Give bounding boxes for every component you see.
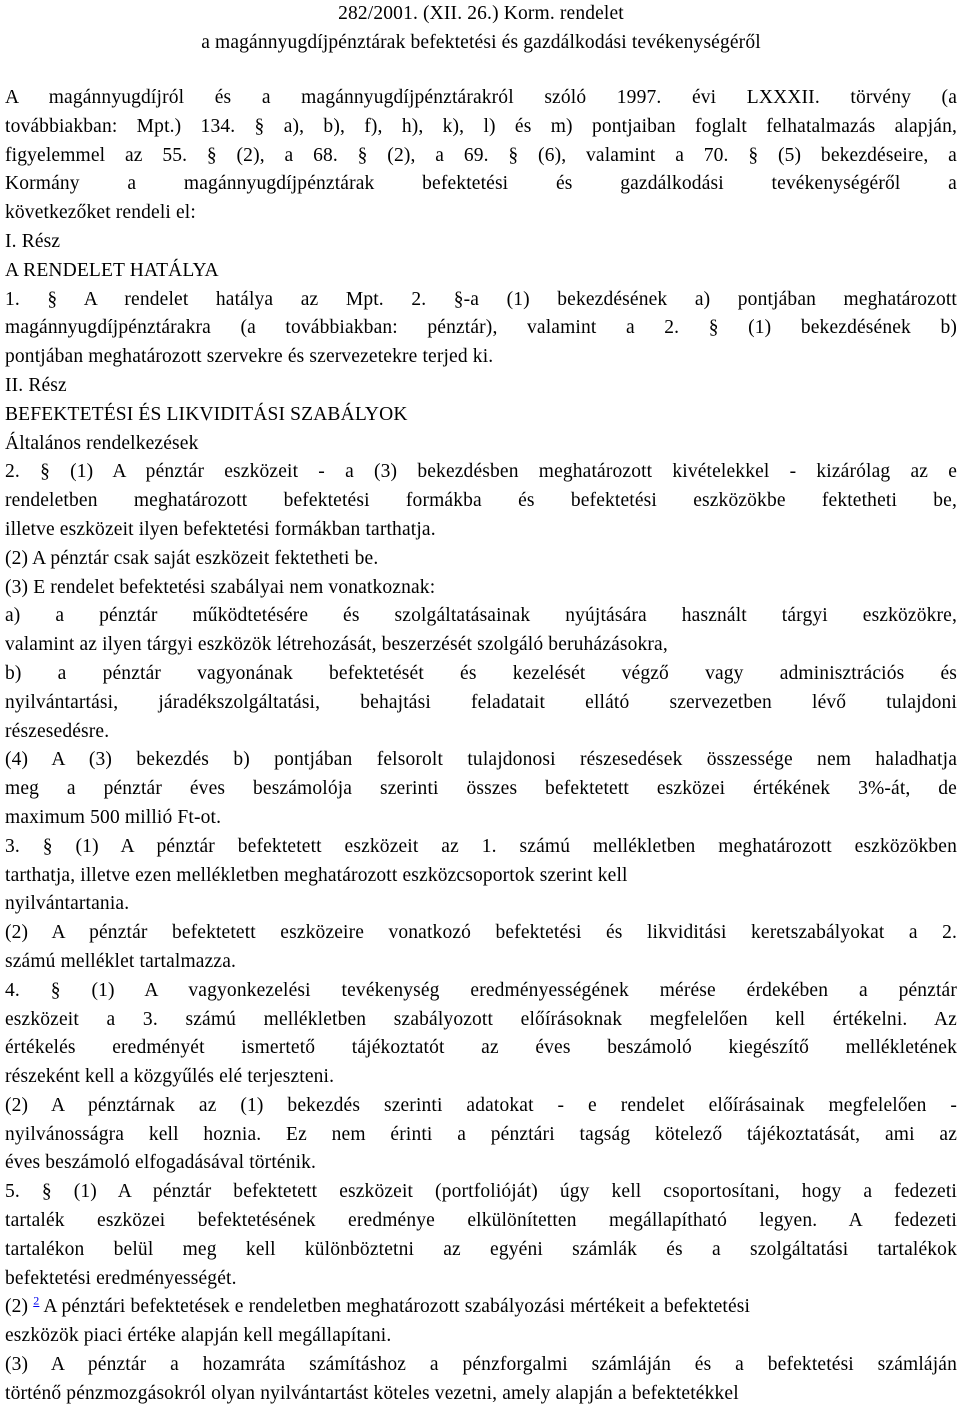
text-line: b) a pénztár vagyonának befektetését és kezelését végző vagy adminisztrációs és bbox=[5, 662, 957, 684]
text-line-with-footnote bbox=[5, 1293, 957, 1322]
document-page bbox=[5, 0, 957, 1409]
text-line: A magánnyugdíjról és a magánnyugdíjpénztárakról szóló 1997. évi LXXXII. törvény (a bbox=[5, 87, 957, 108]
document-title bbox=[5, 0, 957, 57]
text-line: tartalék eszközei befektetésének eredménye elkülönítetten megállapítható legyen. A fedezeti bbox=[5, 1210, 957, 1232]
text-line: eszközök piaci értéke alapján kell megállapítani. bbox=[5, 1325, 392, 1347]
text-line: (2) A pénztár csak saját eszközeit fektetheti be. bbox=[5, 547, 379, 569]
section-heading-part-1: I. Rész bbox=[5, 230, 61, 252]
footnote-link[interactable]: 2 bbox=[33, 1293, 40, 1308]
text-line: rendeletben meghatározott befektetési formákba és befektetési eszközökbe fektetheti be, bbox=[5, 490, 957, 512]
section-title-investment-rules: BEFEKTETÉSI ÉS LIKVIDITÁSI SZABÁLYOK bbox=[5, 403, 408, 425]
title-line-subject: a magánnyugdíjpénztárak befektetési és gazdálkodási tevékenységéről bbox=[201, 31, 761, 53]
text-line: következőket rendeli el: bbox=[5, 202, 196, 224]
subsection-title-general: Általános rendelkezések bbox=[5, 432, 199, 454]
text-line: pontjában meghatározott szervekre és szervezetekre terjed ki. bbox=[5, 346, 494, 368]
text-line: tarthatja, illetve ezen mellékletben meghatározott eszközcsoportok szerint kell bbox=[5, 864, 628, 886]
text-line: illetve eszközeit ilyen befektetési formákban tarthatja. bbox=[5, 518, 436, 540]
text-line: magánnyugdíjpénztárakra (a továbbiakban: pénztár), valamint a 2. § (1) bekezdésének b) bbox=[5, 317, 957, 339]
section-title-scope: A RENDELET HATÁLYA bbox=[5, 259, 219, 281]
text-line: (4) A (3) bekezdés b) pontjában felsorolt tulajdonosi részesedések összessége nem haladhatja bbox=[5, 749, 957, 771]
section-heading-part-2: II. Rész bbox=[5, 374, 67, 396]
text-line: nyilvántartania. bbox=[5, 893, 130, 915]
text-line: (3) A pénztár a hozamráta számításhoz a pénzforgalmi számláján és a befektetési számláján bbox=[5, 1354, 957, 1376]
text-line: nyilvántartási, járadékszolgáltatási, behajtási feladatait ellátó szervezetben lévő tulajdoni bbox=[5, 691, 957, 713]
text-line: maximum 500 millió Ft-ot. bbox=[5, 806, 222, 828]
text-line: továbbiakban: Mpt.) 134. § a), b), f), h), k), l) és m) pontjaiban foglalt felhatalmazás alapján, bbox=[5, 115, 957, 137]
title-line-decree-number: 282/2001. (XII. 26.) Korm. rendelet bbox=[338, 3, 624, 24]
text-line: (3) E rendelet befektetési szabályai nem vonatkoznak: bbox=[5, 576, 436, 598]
text-line: számú melléklet tartalmazza. bbox=[5, 950, 237, 972]
text-line: 3. § (1) A pénztár befektetett eszközeit az 1. számú mellékletben meghatározott eszközökben bbox=[5, 835, 957, 857]
text-line: figyelemmel az 55. § (2), a 68. § (2), a 69. § (6), valamint a 70. § (5) bekezdéseire, a bbox=[5, 144, 957, 166]
document-body bbox=[5, 84, 957, 1409]
text-line: éves beszámoló elfogadásával történik. bbox=[5, 1152, 317, 1174]
text-line: eszközeit a 3. számú mellékletben szabályozott előírásoknak megfelelően kell értékelni. Az bbox=[5, 1008, 957, 1030]
text-line: (2) A pénztár befektetett eszközeire vonatkozó befektetési és likviditási keretszabályokat a 2. bbox=[5, 922, 957, 944]
text-line: 2. § (1) A pénztár eszközeit - a (3) bekezdésben meghatározott kivételekkel - kizárólag az e bbox=[5, 461, 957, 483]
text-line: befektetési eredményességét. bbox=[5, 1267, 237, 1289]
text-line: részeként kell a közgyűlés elé terjeszteni. bbox=[5, 1066, 335, 1088]
text-line: Kormány a magánnyugdíjpénztárak befektetési és gazdálkodási tevékenységéről a bbox=[5, 173, 957, 195]
paragraph-number: (2) bbox=[5, 1296, 29, 1318]
text-line: értékelés eredményét ismertető tájékoztatót az éves beszámoló kiegészítő mellékletének bbox=[5, 1037, 957, 1059]
text-line: valamint az ilyen tárgyi eszközök létrehozását, beszerzését szolgáló beruházásokra, bbox=[5, 634, 668, 656]
text-line: 4. § (1) A vagyonkezelési tevékenység eredményességének mérése érdekében a pénztár bbox=[5, 979, 957, 1001]
text-line: a) a pénztár működtetésére és szolgáltatásainak nyújtására használt tárgyi eszközökre, bbox=[5, 605, 957, 627]
text-line: 1. § A rendelet hatálya az Mpt. 2. §-a (1) bekezdésének a) pontjában meghatározott bbox=[5, 288, 957, 310]
text-line: tartalékon belül meg kell különböztetni az egyéni számlák és a szolgáltatási tartalékok bbox=[5, 1238, 957, 1260]
text-line: 5. § (1) A pénztár befektetett eszközeit (portfolióját) úgy kell csoportosítani, hogy a fedezeti bbox=[5, 1181, 957, 1203]
text-line: nyilvánosságra kell hoznia. Ez nem érinti a pénztári tagság kötelező tájékoztatását, ami az bbox=[5, 1123, 957, 1145]
footnote-line-text: A pénztári befektetések e rendeletben meghatározott szabályozási mértékeit a befektetési bbox=[43, 1296, 751, 1318]
text-line: történő pénzmozgásokról olyan nyilvántartást köteles vezetni, amely alapján a befektetékkel bbox=[5, 1382, 739, 1404]
text-line: meg a pénztár éves beszámolója szerinti összes befektetett eszközei értékének 3%-át, de bbox=[5, 778, 957, 800]
text-line: (2) A pénztárnak az (1) bekezdés szerinti adatokat - e rendelet előírásainak megfelelően - bbox=[5, 1094, 957, 1116]
text-line: részesedésre. bbox=[5, 720, 110, 742]
